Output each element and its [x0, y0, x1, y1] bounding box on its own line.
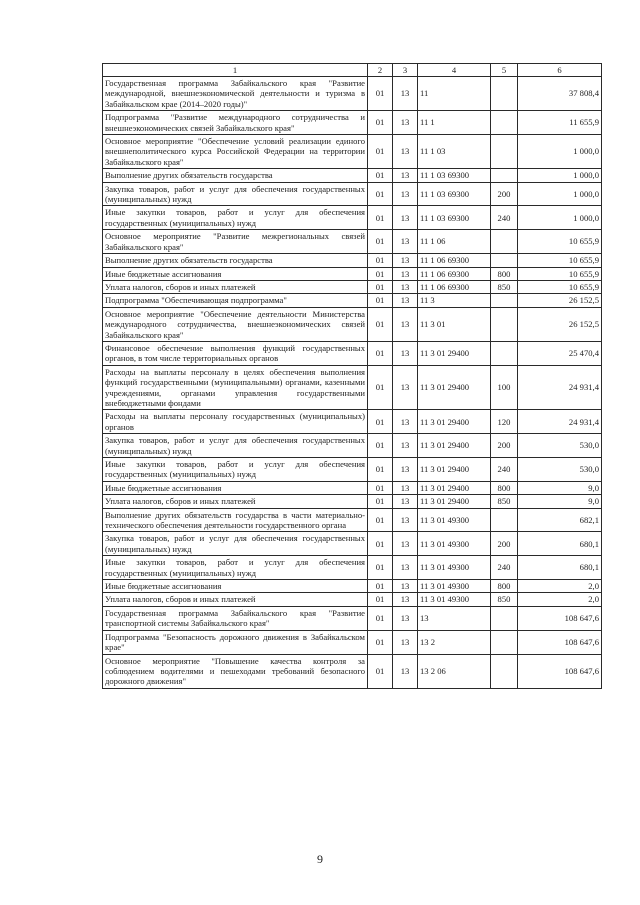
row-expense-type-cell [491, 606, 518, 630]
row-amount-cell: 26 152,5 [518, 294, 602, 307]
row-expense-type-cell [491, 508, 518, 532]
row-amount-cell: 108 647,6 [518, 606, 602, 630]
row-name-cell: Расходы на выплаты персоналу в целях обеспечения выполнения функций государственными (муниципальными) органами, казенными учреждениями, органами управления государственными внебюджетными фондами [103, 365, 368, 410]
table-row [103, 182, 602, 206]
row-expense-type-cell: 800 [491, 580, 518, 593]
row-subsection-cell: 13 [393, 654, 418, 688]
table-row [103, 135, 602, 169]
row-amount-cell: 530,0 [518, 458, 602, 482]
row-expense-type-cell: 200 [491, 532, 518, 556]
row-target-code-cell: 11 3 01 49300 [418, 580, 491, 593]
row-target-code-cell: 11 3 01 49300 [418, 556, 491, 580]
table-row [103, 532, 602, 556]
row-subsection-cell: 13 [393, 556, 418, 580]
table-row [103, 77, 602, 111]
row-expense-type-cell: 850 [491, 495, 518, 508]
row-name-cell: Уплата налогов, сборов и иных платежей [103, 495, 368, 508]
row-target-code-cell: 11 1 06 [418, 230, 491, 254]
table-row [103, 341, 602, 365]
row-section-cell: 01 [368, 111, 393, 135]
row-expense-type-cell [491, 294, 518, 307]
row-amount-cell: 2,0 [518, 593, 602, 606]
row-amount-cell: 682,1 [518, 508, 602, 532]
row-expense-type-cell [491, 230, 518, 254]
header-col-1: 1 [103, 64, 368, 77]
table-row [103, 458, 602, 482]
row-section-cell: 01 [368, 230, 393, 254]
row-section-cell: 01 [368, 532, 393, 556]
row-section-cell: 01 [368, 307, 393, 341]
row-name-cell: Уплата налогов, сборов и иных платежей [103, 280, 368, 293]
row-name-cell: Государственная программа Забайкальского края "Развитие транспортной системы Забайкальского края" [103, 606, 368, 630]
row-subsection-cell: 13 [393, 230, 418, 254]
row-subsection-cell: 13 [393, 606, 418, 630]
row-section-cell: 01 [368, 135, 393, 169]
row-expense-type-cell [491, 111, 518, 135]
row-section-cell: 01 [368, 434, 393, 458]
row-name-cell: Основное мероприятие "Обеспечение деятельности Министерства международного сотрудничества, внешнеэкономических связей Забайкальского края" [103, 307, 368, 341]
row-amount-cell: 680,1 [518, 556, 602, 580]
row-amount-cell: 1 000,0 [518, 182, 602, 206]
row-target-code-cell: 11 3 01 [418, 307, 491, 341]
row-subsection-cell: 13 [393, 458, 418, 482]
row-name-cell: Основное мероприятие "Обеспечение условий реализации единого внешнеполитического курса Российской Федерации на территории Забайкальского края" [103, 135, 368, 169]
row-section-cell: 01 [368, 169, 393, 182]
row-name-cell: Расходы на выплаты персоналу государственных (муниципальных) органов [103, 410, 368, 434]
row-target-code-cell: 11 3 01 29400 [418, 341, 491, 365]
row-amount-cell: 680,1 [518, 532, 602, 556]
row-section-cell: 01 [368, 182, 393, 206]
row-subsection-cell: 13 [393, 630, 418, 654]
table-row [103, 630, 602, 654]
table-row [103, 508, 602, 532]
row-section-cell: 01 [368, 556, 393, 580]
row-expense-type-cell [491, 77, 518, 111]
row-subsection-cell: 13 [393, 182, 418, 206]
row-target-code-cell: 13 [418, 606, 491, 630]
row-amount-cell: 10 655,9 [518, 280, 602, 293]
row-amount-cell: 9,0 [518, 481, 602, 494]
row-target-code-cell: 11 3 [418, 294, 491, 307]
row-name-cell: Иные закупки товаров, работ и услуг для обеспечения государственных (муниципальных) нужд [103, 556, 368, 580]
header-col-3: 3 [393, 64, 418, 77]
row-amount-cell: 24 931,4 [518, 365, 602, 410]
header-col-2: 2 [368, 64, 393, 77]
row-target-code-cell: 11 1 03 69300 [418, 169, 491, 182]
row-name-cell: Государственная программа Забайкальского края "Развитие международной, внешнеэкономической деятельности и туризма в Забайкальском крае (2014–2020 годы)" [103, 77, 368, 111]
row-expense-type-cell [491, 169, 518, 182]
row-section-cell: 01 [368, 630, 393, 654]
table-body [103, 77, 602, 689]
row-subsection-cell: 13 [393, 481, 418, 494]
row-section-cell: 01 [368, 267, 393, 280]
table-header-row [103, 64, 602, 77]
row-name-cell: Иные закупки товаров, работ и услуг для обеспечения государственных (муниципальных) нужд [103, 458, 368, 482]
row-subsection-cell: 13 [393, 307, 418, 341]
row-target-code-cell: 11 3 01 29400 [418, 434, 491, 458]
row-section-cell: 01 [368, 77, 393, 111]
row-amount-cell: 11 655,9 [518, 111, 602, 135]
table-row [103, 254, 602, 267]
row-section-cell: 01 [368, 654, 393, 688]
row-amount-cell: 26 152,5 [518, 307, 602, 341]
table-row [103, 365, 602, 410]
row-subsection-cell: 13 [393, 254, 418, 267]
row-target-code-cell: 13 2 06 [418, 654, 491, 688]
table-row [103, 267, 602, 280]
row-target-code-cell: 11 3 01 29400 [418, 495, 491, 508]
row-section-cell: 01 [368, 495, 393, 508]
row-section-cell: 01 [368, 458, 393, 482]
row-name-cell: Финансовое обеспечение выполнения функций государственных органов, в том числе территориальных органов [103, 341, 368, 365]
row-subsection-cell: 13 [393, 365, 418, 410]
header-col-5: 5 [491, 64, 518, 77]
row-expense-type-cell: 800 [491, 481, 518, 494]
row-name-cell: Подпрограмма "Развитие международного сотрудничества и внешнеэкономических связей Забайкальского края" [103, 111, 368, 135]
row-amount-cell: 9,0 [518, 495, 602, 508]
table-row [103, 654, 602, 688]
table-row [103, 280, 602, 293]
row-expense-type-cell [491, 135, 518, 169]
row-expense-type-cell [491, 341, 518, 365]
table-row [103, 434, 602, 458]
row-section-cell: 01 [368, 580, 393, 593]
row-section-cell: 01 [368, 508, 393, 532]
row-name-cell: Закупка товаров, работ и услуг для обеспечения государственных (муниципальных) нужд [103, 182, 368, 206]
row-name-cell: Закупка товаров, работ и услуг для обеспечения государственных (муниципальных) нужд [103, 532, 368, 556]
table-row [103, 606, 602, 630]
row-name-cell: Подпрограмма "Обеспечивающая подпрограмма" [103, 294, 368, 307]
table-row [103, 169, 602, 182]
row-target-code-cell: 11 [418, 77, 491, 111]
table-row [103, 593, 602, 606]
row-target-code-cell: 13 2 [418, 630, 491, 654]
row-subsection-cell: 13 [393, 111, 418, 135]
row-target-code-cell: 11 1 03 69300 [418, 182, 491, 206]
row-subsection-cell: 13 [393, 267, 418, 280]
table-row [103, 307, 602, 341]
header-col-4: 4 [418, 64, 491, 77]
row-amount-cell: 37 808,4 [518, 77, 602, 111]
row-expense-type-cell: 240 [491, 458, 518, 482]
row-target-code-cell: 11 1 [418, 111, 491, 135]
row-subsection-cell: 13 [393, 508, 418, 532]
row-amount-cell: 530,0 [518, 434, 602, 458]
row-section-cell: 01 [368, 365, 393, 410]
row-subsection-cell: 13 [393, 532, 418, 556]
row-subsection-cell: 13 [393, 593, 418, 606]
row-section-cell: 01 [368, 206, 393, 230]
row-name-cell: Иные закупки товаров, работ и услуг для обеспечения государственных (муниципальных) нужд [103, 206, 368, 230]
table-row [103, 410, 602, 434]
row-name-cell: Иные бюджетные ассигнования [103, 481, 368, 494]
row-name-cell: Выполнение других обязательств государства [103, 169, 368, 182]
row-target-code-cell: 11 3 01 29400 [418, 365, 491, 410]
row-expense-type-cell [491, 307, 518, 341]
row-subsection-cell: 13 [393, 410, 418, 434]
row-expense-type-cell: 200 [491, 434, 518, 458]
row-section-cell: 01 [368, 410, 393, 434]
row-target-code-cell: 11 3 01 29400 [418, 481, 491, 494]
row-subsection-cell: 13 [393, 580, 418, 593]
row-target-code-cell: 11 3 01 29400 [418, 410, 491, 434]
row-name-cell: Иные бюджетные ассигнования [103, 267, 368, 280]
row-target-code-cell: 11 3 01 49300 [418, 508, 491, 532]
row-expense-type-cell: 240 [491, 206, 518, 230]
row-subsection-cell: 13 [393, 280, 418, 293]
row-target-code-cell: 11 3 01 29400 [418, 458, 491, 482]
row-target-code-cell: 11 1 03 [418, 135, 491, 169]
row-subsection-cell: 13 [393, 206, 418, 230]
row-expense-type-cell: 100 [491, 365, 518, 410]
row-expense-type-cell: 240 [491, 556, 518, 580]
row-subsection-cell: 13 [393, 495, 418, 508]
row-expense-type-cell [491, 630, 518, 654]
row-name-cell: Выполнение других обязательств государства [103, 254, 368, 267]
row-amount-cell: 1 000,0 [518, 206, 602, 230]
row-name-cell: Подпрограмма "Безопасность дорожного движения в Забайкальском крае" [103, 630, 368, 654]
table-row [103, 230, 602, 254]
table-row [103, 481, 602, 494]
row-name-cell: Иные бюджетные ассигнования [103, 580, 368, 593]
row-subsection-cell: 13 [393, 434, 418, 458]
row-name-cell: Уплата налогов, сборов и иных платежей [103, 593, 368, 606]
row-target-code-cell: 11 3 01 49300 [418, 593, 491, 606]
row-name-cell: Основное мероприятие "Повышение качества контроля за соблюдением водителями и пешеходами требований безопасного дорожного движения" [103, 654, 368, 688]
row-section-cell: 01 [368, 481, 393, 494]
table-row [103, 556, 602, 580]
row-subsection-cell: 13 [393, 294, 418, 307]
page-number: 9 [317, 852, 323, 866]
header-col-6: 6 [518, 64, 602, 77]
row-section-cell: 01 [368, 294, 393, 307]
row-amount-cell: 10 655,9 [518, 267, 602, 280]
row-amount-cell: 24 931,4 [518, 410, 602, 434]
row-expense-type-cell: 850 [491, 280, 518, 293]
row-amount-cell: 25 470,4 [518, 341, 602, 365]
row-subsection-cell: 13 [393, 169, 418, 182]
row-amount-cell: 10 655,9 [518, 230, 602, 254]
row-amount-cell: 1 000,0 [518, 169, 602, 182]
row-target-code-cell: 11 1 06 69300 [418, 267, 491, 280]
table-row [103, 580, 602, 593]
row-name-cell: Закупка товаров, работ и услуг для обеспечения государственных (муниципальных) нужд [103, 434, 368, 458]
row-section-cell: 01 [368, 606, 393, 630]
row-expense-type-cell: 200 [491, 182, 518, 206]
row-expense-type-cell: 120 [491, 410, 518, 434]
row-amount-cell: 1 000,0 [518, 135, 602, 169]
row-target-code-cell: 11 1 06 69300 [418, 280, 491, 293]
row-amount-cell: 108 647,6 [518, 654, 602, 688]
row-section-cell: 01 [368, 593, 393, 606]
row-expense-type-cell: 800 [491, 267, 518, 280]
row-amount-cell: 2,0 [518, 580, 602, 593]
table-row [103, 206, 602, 230]
row-section-cell: 01 [368, 280, 393, 293]
budget-table [102, 63, 602, 689]
row-target-code-cell: 11 3 01 49300 [418, 532, 491, 556]
row-amount-cell: 10 655,9 [518, 254, 602, 267]
row-expense-type-cell: 850 [491, 593, 518, 606]
table-row [103, 111, 602, 135]
row-expense-type-cell [491, 654, 518, 688]
row-name-cell: Выполнение других обязательств государства в части материально-технического обеспечения деятельности государственного органа [103, 508, 368, 532]
row-amount-cell: 108 647,6 [518, 630, 602, 654]
row-subsection-cell: 13 [393, 341, 418, 365]
row-section-cell: 01 [368, 341, 393, 365]
row-subsection-cell: 13 [393, 77, 418, 111]
row-target-code-cell: 11 1 06 69300 [418, 254, 491, 267]
row-subsection-cell: 13 [393, 135, 418, 169]
row-target-code-cell: 11 1 03 69300 [418, 206, 491, 230]
table-row [103, 495, 602, 508]
row-section-cell: 01 [368, 254, 393, 267]
table-row [103, 294, 602, 307]
row-name-cell: Основное мероприятие "Развитие межрегиональных связей Забайкальского края" [103, 230, 368, 254]
row-expense-type-cell [491, 254, 518, 267]
